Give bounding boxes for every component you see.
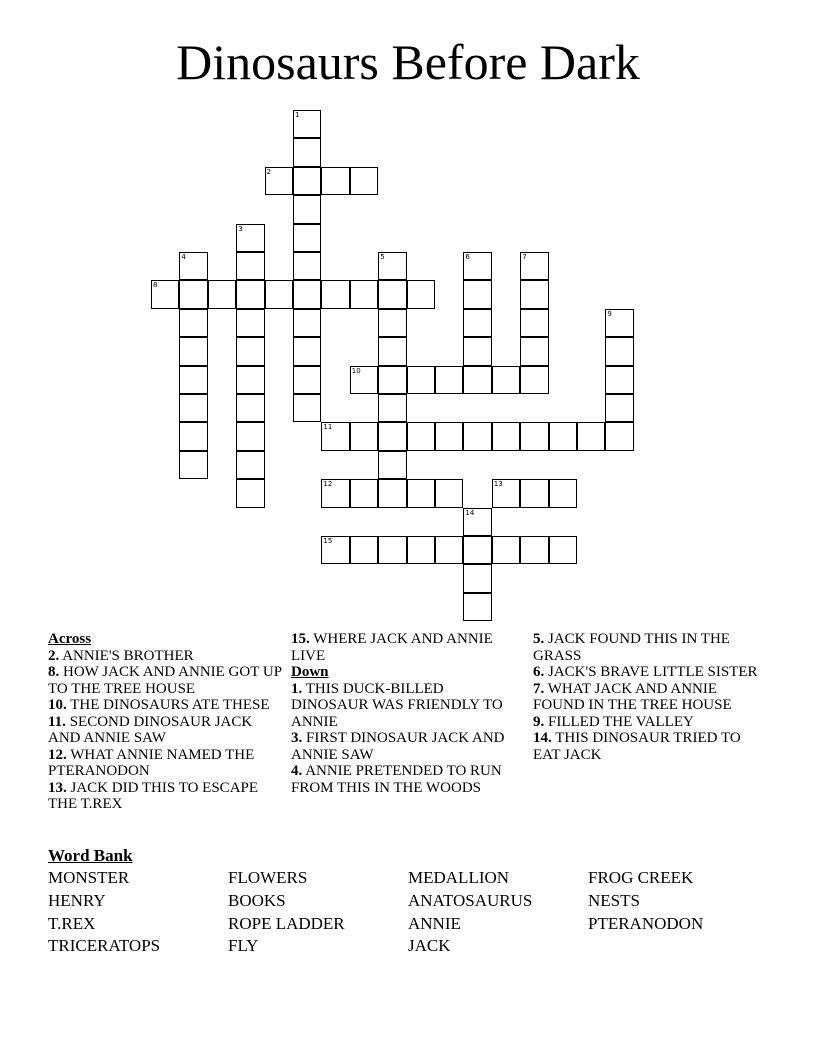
crossword-cell[interactable]	[321, 536, 349, 564]
word-bank-item: T.REX	[48, 913, 96, 933]
clues-column-3	[533, 631, 768, 763]
crossword-cell[interactable]	[378, 252, 406, 280]
crossword-cell[interactable]	[605, 394, 633, 422]
crossword-cell[interactable]	[407, 536, 435, 564]
crossword-cell[interactable]	[549, 422, 577, 450]
clue-number: 12	[323, 480, 333, 489]
crossword-cell[interactable]	[293, 280, 321, 308]
crossword-cell[interactable]	[520, 536, 548, 564]
crossword-cell[interactable]	[179, 280, 207, 308]
clues-column-2	[291, 631, 516, 796]
clue-number: 7	[522, 253, 527, 261]
crossword-cell[interactable]	[492, 366, 520, 394]
clue-down-9: 9. FILLED THE VALLEY	[533, 713, 694, 730]
word-bank-item: MONSTER	[48, 868, 130, 887]
crossword-cell[interactable]	[293, 394, 321, 422]
crossword-cell[interactable]	[236, 224, 264, 252]
crossword-cell[interactable]	[293, 224, 321, 252]
crossword-cell[interactable]	[520, 422, 548, 450]
clue-across-11: 11. SECOND DINOSAUR JACK AND ANNIE SAW	[48, 713, 253, 746]
crossword-cell[interactable]	[293, 167, 321, 195]
crossword-cell[interactable]	[577, 422, 605, 450]
crossword-cell[interactable]	[265, 167, 293, 195]
crossword-cell[interactable]	[378, 309, 406, 337]
clue-number: 2	[266, 167, 272, 176]
clue-down-3: 3. FIRST DINOSAUR JACK AND ANNIE SAW	[291, 730, 505, 763]
crossword-cell[interactable]	[605, 366, 633, 394]
crossword-cell[interactable]	[321, 422, 349, 450]
word-bank-title: Word Bank	[48, 846, 133, 865]
word-bank-item: FLOWERS	[228, 868, 308, 887]
clue-down-4: 4. ANNIE PRETENDED TO RUN FROM THIS IN THE WOODS	[291, 763, 502, 796]
clue-down-7: 7. WHAT JACK AND ANNIE FOUND IN THE TREE HOUSE	[533, 680, 732, 713]
clue-down-5: 5. JACK FOUND THIS IN THE GRASS	[533, 631, 730, 664]
crossword-cell[interactable]	[378, 479, 406, 507]
crossword-cell[interactable]	[236, 479, 264, 507]
crossword-cell[interactable]	[520, 366, 548, 394]
word-bank-column-3	[408, 867, 532, 958]
crossword-cell[interactable]	[463, 366, 491, 394]
crossword-cell[interactable]	[492, 422, 520, 450]
crossword-cell[interactable]	[463, 422, 491, 450]
clue-across-2: 2. ANNIE'S BROTHER	[48, 647, 194, 664]
word-bank-item: MEDALLION	[408, 868, 510, 887]
crossword-cell[interactable]	[321, 280, 349, 308]
crossword-cell[interactable]	[435, 536, 463, 564]
crossword-cell[interactable]	[293, 195, 321, 223]
crossword-cell[interactable]	[236, 451, 264, 479]
word-bank-column-4	[588, 867, 703, 935]
clue-number: 9	[607, 309, 612, 318]
crossword-cell[interactable]	[350, 422, 378, 450]
crossword-cell[interactable]	[293, 337, 321, 365]
crossword-cell[interactable]	[179, 422, 207, 450]
crossword-cell[interactable]	[463, 252, 491, 280]
crossword-cell[interactable]	[236, 394, 264, 422]
crossword-cell[interactable]	[179, 394, 207, 422]
crossword-cell[interactable]	[435, 422, 463, 450]
crossword-cell[interactable]	[605, 422, 633, 450]
word-bank-item: FROG CREEK	[588, 868, 694, 887]
crossword-cell[interactable]	[350, 280, 378, 308]
crossword-cell[interactable]	[293, 309, 321, 337]
clue-number: 13	[493, 480, 503, 489]
crossword-cell[interactable]	[350, 366, 378, 394]
word-bank-item: TRICERATOPS	[48, 936, 161, 956]
crossword-cell[interactable]	[293, 138, 321, 166]
crossword-cell[interactable]	[407, 422, 435, 450]
down-heading: Down	[291, 664, 329, 680]
clue-across-10: 10. THE DINOSAURS ATE THESE	[48, 697, 270, 713]
word-bank-item: ANNIE	[408, 913, 461, 933]
crossword-cell[interactable]	[520, 309, 548, 337]
clue-across-12: 12. WHAT ANNIE NAMED THE PTERANODON	[48, 746, 255, 779]
clue-number: 8	[153, 281, 158, 290]
crossword-cell[interactable]	[236, 366, 264, 394]
word-bank-item: ANATOSAURUS	[408, 890, 533, 910]
word-bank-column-2	[228, 867, 345, 958]
crossword-cell[interactable]	[321, 479, 349, 507]
crossword-cell[interactable]	[463, 280, 491, 308]
word-bank-item: FLY	[228, 936, 259, 956]
crossword-cell[interactable]	[520, 479, 548, 507]
crossword-cell[interactable]	[236, 252, 264, 280]
crossword-cell[interactable]	[605, 309, 633, 337]
clue-across-15: 15. WHERE JACK AND ANNIE LIVE	[291, 631, 493, 664]
clue-down-6: 6. JACK'S BRAVE LITTLE SISTER	[533, 664, 758, 680]
crossword-cell[interactable]	[151, 280, 179, 308]
clue-down-1: 1. THIS DUCK-BILLED DINOSAUR WAS FRIENDLY TO ANNIE	[291, 680, 503, 730]
crossword-cell[interactable]	[407, 479, 435, 507]
clue-number: 3	[238, 224, 243, 233]
crossword-cell[interactable]	[463, 564, 491, 592]
crossword-cell[interactable]	[520, 337, 548, 365]
clue-number: 5	[380, 253, 385, 261]
crossword-cell[interactable]	[378, 337, 406, 365]
clues-column-1	[48, 631, 283, 813]
crossword-cell[interactable]	[463, 536, 491, 564]
crossword-cell[interactable]	[293, 366, 321, 394]
crossword-cell[interactable]	[321, 167, 349, 195]
across-heading: Across	[48, 631, 92, 647]
crossword-cell[interactable]	[293, 110, 321, 138]
crossword-cell[interactable]	[407, 280, 435, 308]
crossword-cell[interactable]	[265, 280, 293, 308]
crossword-cell[interactable]	[350, 167, 378, 195]
clue-number: 4	[181, 253, 186, 261]
crossword-cell[interactable]	[492, 479, 520, 507]
clue-number: 10	[351, 366, 361, 375]
clue-across-13: 13. JACK DID THIS TO ESCAPE THE T.REX	[48, 779, 259, 812]
crossword-cell[interactable]	[378, 394, 406, 422]
crossword-cell[interactable]	[378, 366, 406, 394]
crossword-cell[interactable]	[350, 479, 378, 507]
clue-number: 1	[295, 111, 300, 119]
crossword-cell[interactable]	[350, 536, 378, 564]
crossword-cell[interactable]	[407, 366, 435, 394]
word-bank-item: HENRY	[48, 890, 106, 910]
clue-number: 6	[465, 253, 470, 261]
crossword-cell[interactable]	[236, 422, 264, 450]
word-bank-item: BOOKS	[228, 890, 286, 910]
clue-number: 11	[323, 423, 333, 432]
crossword-cell[interactable]	[605, 337, 633, 365]
crossword-cell[interactable]	[179, 451, 207, 479]
crossword-cell[interactable]	[378, 422, 406, 450]
crossword-cell[interactable]	[435, 366, 463, 394]
crossword-cell[interactable]	[236, 280, 264, 308]
crossword-cell[interactable]	[492, 536, 520, 564]
crossword-cell[interactable]	[463, 593, 491, 621]
crossword-cell[interactable]	[236, 337, 264, 365]
crossword-cell[interactable]	[378, 451, 406, 479]
crossword-cell[interactable]	[463, 508, 491, 536]
crossword-cell[interactable]	[293, 252, 321, 280]
crossword-cell[interactable]	[179, 309, 207, 337]
crossword-cell[interactable]	[378, 536, 406, 564]
word-bank-item: JACK	[408, 936, 451, 956]
crossword-cell[interactable]	[435, 479, 463, 507]
clue-number: 15	[323, 537, 333, 545]
crossword-cell[interactable]	[179, 337, 207, 365]
clue-number: 14	[465, 508, 475, 517]
crossword-cell[interactable]	[520, 252, 548, 280]
page-title: Dinosaurs Before Dark	[176, 34, 640, 90]
crossword-cell[interactable]	[463, 337, 491, 365]
word-bank-item: ROPE LADDER	[228, 913, 345, 933]
crossword-cell[interactable]	[236, 309, 264, 337]
crossword-cell[interactable]	[549, 536, 577, 564]
clue-down-14: 14. THIS DINOSAUR TRIED TO EAT JACK	[533, 730, 741, 763]
crossword-cell[interactable]	[549, 479, 577, 507]
crossword-cell[interactable]	[208, 280, 236, 308]
word-bank-item: NESTS	[588, 890, 640, 910]
word-bank-item: PTERANODON	[588, 913, 704, 933]
crossword-cell[interactable]	[179, 252, 207, 280]
word-bank-column-1	[48, 867, 160, 958]
crossword-cell[interactable]	[378, 280, 406, 308]
crossword-cell[interactable]	[520, 280, 548, 308]
clue-across-8: 8. HOW JACK AND ANNIE GOT UP TO THE TREE HOUSE	[48, 664, 282, 697]
crossword-cell[interactable]	[463, 309, 491, 337]
crossword-cell[interactable]	[179, 366, 207, 394]
